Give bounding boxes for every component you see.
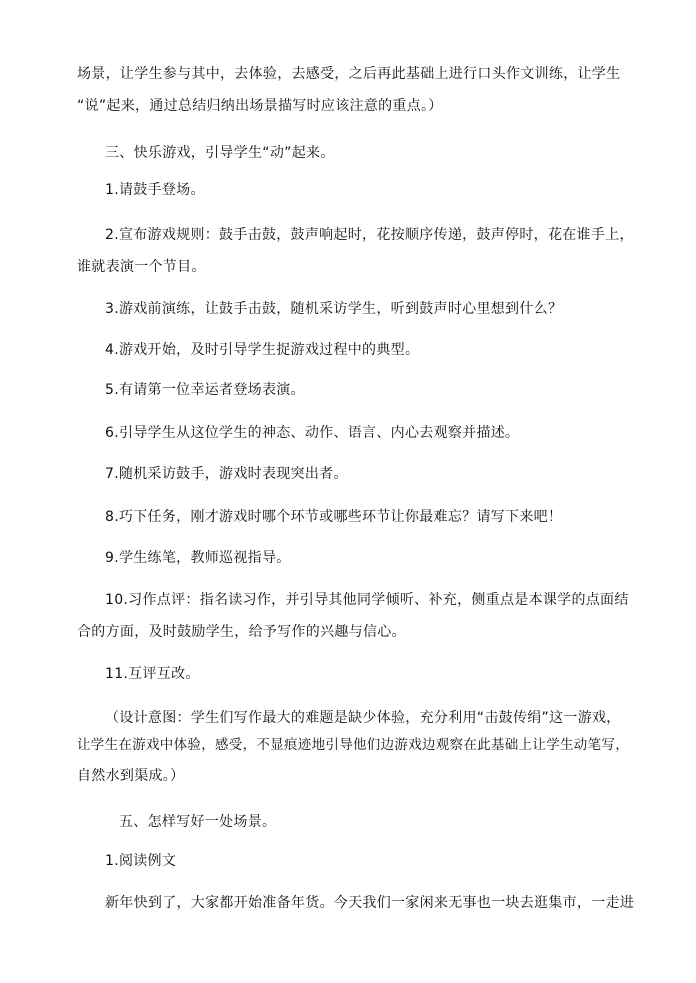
- list-item: 1.请鼓手登场。: [105, 182, 205, 198]
- list-item: 5.有请第一位幸运者登场表演。: [105, 382, 305, 398]
- list-item: 11.互评互改。: [105, 666, 200, 682]
- paragraph-line: （设计意图：学生们写作最大的难题是缺少体验，充分利用“击鼓传绢”这一游戏，: [105, 710, 621, 726]
- list-item: 1.阅读例文: [105, 853, 177, 869]
- list-item: 3.游戏前演练，让鼓手击鼓，随机采访学生，听到鼓声时心里想到什么？: [105, 301, 563, 317]
- list-item: 8.巧下任务，刚才游戏时哪个环节或哪些环节让你最难忘？请写下来吧！: [105, 509, 563, 525]
- list-item: 6.引导学生从这位学生的神态、动作、语言、内心去观察并描述。: [105, 425, 520, 441]
- section-heading: 五、怎样写好一处场景。: [119, 814, 277, 830]
- list-item: 9.学生练笔，教师巡视指导。: [105, 550, 291, 566]
- paragraph-line: 自然水到渠成。）: [77, 768, 185, 784]
- paragraph-line: 场景，让学生参与其中，去体验，去感受，之后再此基础上进行口头作文训练，让学生: [77, 66, 621, 82]
- section-heading: 三、快乐游戏，引导学生“动”起来。: [105, 145, 335, 161]
- list-item: 7.随机采访鼓手，游戏时表现突出者。: [105, 466, 348, 482]
- paragraph-line: 新年快到了，大家都开始准备年货。今天我们一家闲来无事也一块去逛集市，一走进: [105, 895, 635, 911]
- list-item-continuation: 合的方面，及时鼓励学生，给予写作的兴趣与信心。: [77, 624, 406, 640]
- paragraph-line: “说”起来，通过总结归纳出场景描写时应该注意的重点。）: [77, 98, 443, 114]
- list-item: 4.游戏开始，及时引导学生捉游戏过程中的典型。: [105, 342, 420, 358]
- list-item: 2.宣布游戏规则：鼓手击鼓，鼓声响起时，花按顺序传递，鼓声停时，花在谁手上，: [105, 227, 634, 243]
- list-item-continuation: 谁就表演一个节目。: [77, 259, 206, 275]
- list-item: 10.习作点评：指名读习作，并引导其他同学倾听、补充，侧重点是本课学的点面结: [105, 592, 629, 608]
- paragraph-line: 让学生在游戏中体验，感受，不显痕迹地引导他们边游戏边观察在此基础上让学生动笔写，: [77, 737, 629, 753]
